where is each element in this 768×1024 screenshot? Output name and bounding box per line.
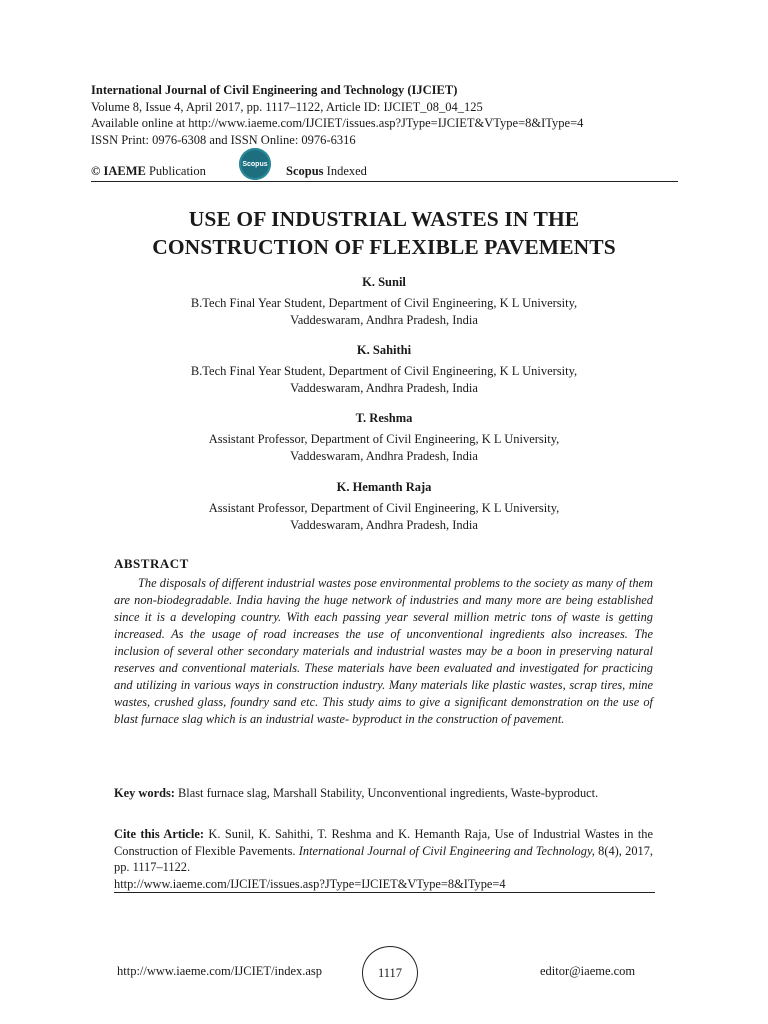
abstract-heading: ABSTRACT	[114, 556, 189, 571]
publisher-suffix: Publication	[148, 164, 206, 178]
citation-journal: International Journal of Civil Engineering and Technology,	[298, 843, 595, 858]
issn-info: ISSN Print: 0976-6308 and ISSN Online: 0976-6316	[91, 132, 356, 147]
scopus-logo-icon	[239, 148, 271, 180]
author-block	[100, 410, 668, 466]
author-block	[100, 342, 668, 398]
author-location: Vaddeswaram, Andhra Pradesh, India	[290, 313, 478, 327]
copyright-symbol: ©	[91, 164, 101, 178]
author-affiliation: B.Tech Final Year Student, Department of Civil Engineering, K L University,	[190, 363, 578, 378]
author-affiliation: Assistant Professor, Department of Civil Engineering, K L University,	[208, 431, 560, 446]
keywords-text: Blast furnace slag, Marshall Stability, Unconventional ingredients, Waste-byproduct.	[178, 786, 599, 800]
page-number-badge	[362, 946, 418, 1000]
citation	[114, 826, 653, 892]
author-name: T. Reshma	[355, 411, 413, 425]
citation-label: Cite this Article:	[114, 827, 204, 841]
author-name: K. Sunil	[362, 275, 406, 289]
availability-info: Available online at http://www.iaeme.com/IJCIET/issues.asp?JType=IJCIET&VType=8&IType=4	[91, 116, 584, 130]
paper-title	[60, 205, 708, 261]
keywords	[114, 785, 653, 802]
publisher-name: IAEME	[103, 164, 146, 178]
author-location: Vaddeswaram, Andhra Pradesh, India	[290, 449, 478, 463]
publisher-credit	[91, 164, 206, 179]
author-block	[100, 274, 668, 330]
keywords-label: Key words:	[114, 786, 175, 800]
author-name: K. Hemanth Raja	[336, 480, 432, 494]
footer-email-link[interactable]: editor@iaeme.com	[540, 964, 636, 978]
citation-text: K. Sunil, K. Sahithi, T. Reshma and K. Hemanth Raja, Use of Industrial Wastes in the Construction of Flexible Pavements.	[114, 827, 653, 858]
abstract-text: The disposals of different industrial wastes pose environmental problems to the society as many of them are non-biodegradable. India having the huge network of industries and many more are being established since it is a developing country. With each passing year several million metric tons of waste is getting increased. As the usage of road increases the use of unconventional ingredients also increases. The inclusion of several other secondary materials and industrial wastes may be a boon in preserving natural reserves and conventional materials. These materials have been evaluated and investigated for practicing and utilizing in various ways in construction industry. Many materials like plastic wastes, scrap tires, mine wastes, crushed glass, foundry sand etc. This study aims to give a significant demonstration on the use of blast furnace slag which is an industrial waste- byproduct in the construction of pavement.	[114, 576, 653, 726]
author-name: K. Sahithi	[356, 343, 412, 357]
citation-divider	[114, 892, 655, 893]
scopus-suffix: Indexed	[326, 164, 367, 178]
journal-header	[91, 82, 583, 148]
author-location: Vaddeswaram, Andhra Pradesh, India	[290, 518, 478, 532]
page-number: 1117	[377, 965, 403, 980]
citation-details: 8(4), 2017, pp. 1117–1122.	[114, 843, 653, 874]
author-affiliation: Assistant Professor, Department of Civil Engineering, K L University,	[208, 500, 560, 515]
scopus-name: Scopus	[286, 164, 324, 178]
header-divider	[91, 181, 678, 182]
scopus-logo-label: Scopus	[242, 160, 268, 168]
paper-title-line-1: USE OF INDUSTRIAL WASTES IN THE	[188, 207, 580, 231]
journal-title: International Journal of Civil Engineering and Technology (IJCIET)	[91, 83, 458, 97]
citation-url[interactable]: http://www.iaeme.com/IJCIET/issues.asp?JType=IJCIET&VType=8&IType=4	[114, 876, 506, 891]
author-affiliation: B.Tech Final Year Student, Department of Civil Engineering, K L University,	[190, 295, 578, 310]
author-block	[100, 479, 668, 535]
footer-url-link[interactable]: http://www.iaeme.com/IJCIET/index.asp	[117, 964, 323, 978]
paper-title-line-2: CONSTRUCTION OF FLEXIBLE PAVEMENTS	[152, 235, 616, 259]
volume-info: Volume 8, Issue 4, April 2017, pp. 1117–1122, Article ID: IJCIET_08_04_125	[91, 99, 483, 114]
scopus-indexed	[286, 164, 367, 179]
author-location: Vaddeswaram, Andhra Pradesh, India	[290, 381, 478, 395]
